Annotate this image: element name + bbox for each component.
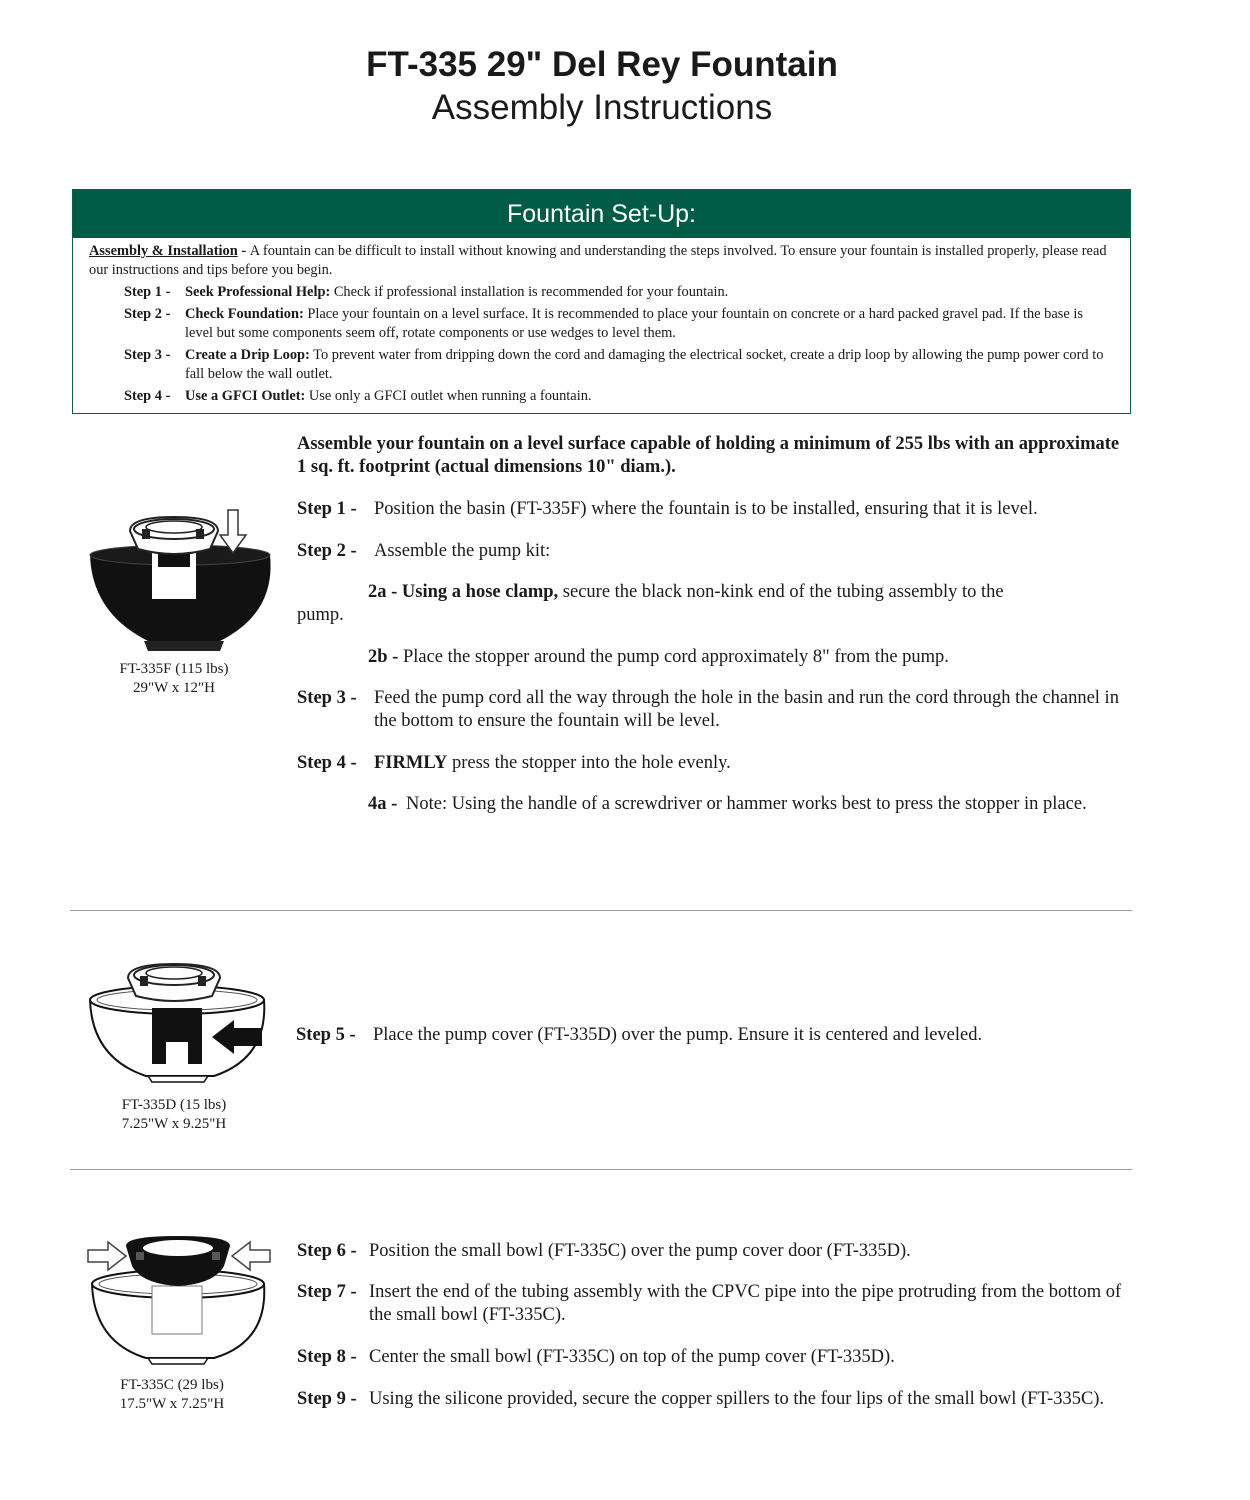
setup-step-text: Use only a GFCI outlet when running a fountain. xyxy=(305,388,592,404)
step-2a xyxy=(297,581,1127,627)
setup-step-title: Create a Drip Loop: xyxy=(185,347,310,363)
setup-step-label: Step 1 - xyxy=(124,284,171,300)
substep-text: Place the stopper around the pump cord approximately 8" from the pump. xyxy=(398,647,949,667)
setup-step-text: Place your fountain on a level surface. It is recommended to place your fountain on concrete or a hard packed gravel pad. If the base is level but some components seem off, rotate components or use wedges to level them. xyxy=(185,306,1083,341)
small-bowl-illustration xyxy=(84,1230,274,1368)
setup-body xyxy=(73,238,1130,406)
page-subtitle: Assembly Instructions xyxy=(431,88,773,127)
left-arrow-icon xyxy=(232,1242,270,1270)
caption-dimensions: 17.5"W x 7.25"H xyxy=(119,1396,225,1412)
setup-step-title: Use a GFCI Outlet: xyxy=(185,388,306,404)
substep-label: 2b - xyxy=(368,647,399,667)
step-label: Step 7 - xyxy=(297,1282,357,1302)
setup-step-label: Step 3 - xyxy=(124,347,171,363)
step-5 xyxy=(296,1024,1126,1047)
step-text: Using the silicone provided, secure the copper spillers to the four lips of the small bowl (FT-335C). xyxy=(369,1389,1105,1409)
caption-weight: FT-335D (15 lbs) xyxy=(121,1097,227,1113)
setup-step-3 xyxy=(124,346,1114,384)
step-4a xyxy=(297,793,1198,816)
step-label: Step 3 - xyxy=(297,688,357,708)
step-text: Insert the end of the tubing assembly with the CPVC pipe into the pipe protruding from the bottom of the small bowl (FT-335C). xyxy=(369,1282,1122,1325)
setup-step-title: Seek Professional Help: xyxy=(185,284,331,300)
step-label: Step 5 - xyxy=(296,1025,356,1045)
caption-weight: FT-335C (29 lbs) xyxy=(120,1377,224,1393)
substep-text: secure the black non-kink end of the tubing assembly to the xyxy=(558,582,1004,602)
setup-panel xyxy=(72,189,1131,414)
step-label: Step 6 - xyxy=(297,1241,357,1261)
step-text: Position the small bowl (FT-335C) over the pump cover door (FT-335D). xyxy=(369,1241,911,1261)
substep-label: 4a - xyxy=(368,794,398,814)
setup-step-4 xyxy=(124,387,1114,406)
step-2b xyxy=(297,646,1127,669)
step-label: Step 8 - xyxy=(297,1347,357,1367)
page-title: FT-335 29" Del Rey Fountain xyxy=(366,45,838,84)
substep-text: Note: Using the handle of a screwdriver or hammer works best to press the stopper in place. xyxy=(406,794,1087,814)
step-2 xyxy=(297,540,1127,563)
step-emphasis: FIRMLY xyxy=(374,753,448,773)
caption-dimensions: 29"W x 12"H xyxy=(133,680,215,696)
step-label: Step 9 - xyxy=(297,1389,357,1409)
basin-caption xyxy=(74,660,274,698)
setup-intro xyxy=(89,242,1114,280)
step-label: Step 2 - xyxy=(297,541,357,561)
setup-intro-text: A fountain can be difficult to install without knowing and understanding the steps involved. To ensure your fountain is installed properly, please read our instructions and tips before you begin. xyxy=(89,243,1107,278)
setup-step-1 xyxy=(124,283,1114,302)
right-arrow-icon xyxy=(88,1242,126,1270)
step-4 xyxy=(297,752,1127,775)
setup-step-text: Check if professional installation is recommended for your fountain. xyxy=(330,284,729,300)
step-9 xyxy=(297,1388,1127,1411)
step-1 xyxy=(297,498,1127,521)
setup-step-text: To prevent water from dripping down the cord and damaging the electrical socket, create a drip loop by allowing the pump power cord to fall below the wall outlet. xyxy=(185,347,1104,382)
setup-step-2 xyxy=(124,305,1114,343)
pump-cover-illustration xyxy=(84,950,274,1085)
step-6 xyxy=(297,1240,1127,1263)
step-3 xyxy=(297,687,1127,733)
substep-continuation: pump. xyxy=(297,605,344,625)
caption-weight: FT-335F (115 lbs) xyxy=(119,661,229,677)
section-divider xyxy=(70,1169,1132,1170)
step-label: Step 4 - xyxy=(297,753,357,773)
setup-step-label: Step 4 - xyxy=(124,388,171,404)
step-text: Center the small bowl (FT-335C) on top of the pump cover (FT-335D). xyxy=(369,1347,895,1367)
section-divider xyxy=(70,910,1132,911)
substep-label: 2a - Using a hose clamp, xyxy=(368,582,559,602)
setup-intro-dash: - xyxy=(237,243,250,259)
pump-cover-caption xyxy=(74,1096,274,1134)
step-7 xyxy=(297,1281,1127,1327)
step-8 xyxy=(297,1346,1127,1369)
step-text: Place the pump cover (FT-335D) over the pump. Ensure it is centered and leveled. xyxy=(373,1025,983,1045)
step-text: Assemble the pump kit: xyxy=(374,541,551,561)
setup-step-label: Step 2 - xyxy=(124,306,171,322)
basin-illustration xyxy=(84,503,284,658)
caption-dimensions: 7.25"W x 9.25"H xyxy=(121,1116,227,1132)
step-text: press the stopper into the hole evenly. xyxy=(447,753,731,773)
step-label: Step 1 - xyxy=(297,499,357,519)
step-text: Feed the pump cord all the way through the hole in the basin and run the cord through the channel in the bottom to ensure the fountain will be level. xyxy=(374,688,1119,731)
setup-intro-label: Assembly & Installation xyxy=(89,243,238,259)
page-header xyxy=(0,44,1204,130)
small-bowl-caption xyxy=(72,1376,272,1414)
setup-step-title: Check Foundation: xyxy=(185,306,304,322)
setup-heading: Fountain Set-Up: xyxy=(73,190,1130,238)
step-text: Position the basin (FT-335F) where the fountain is to be installed, ensuring that it is level. xyxy=(374,499,1038,519)
section1-lead: Assemble your fountain on a level surface capable of holding a minimum of 255 lbs with an approximate 1 sq. ft. footprint (actual dimensions 10" diam.). xyxy=(297,434,1120,477)
